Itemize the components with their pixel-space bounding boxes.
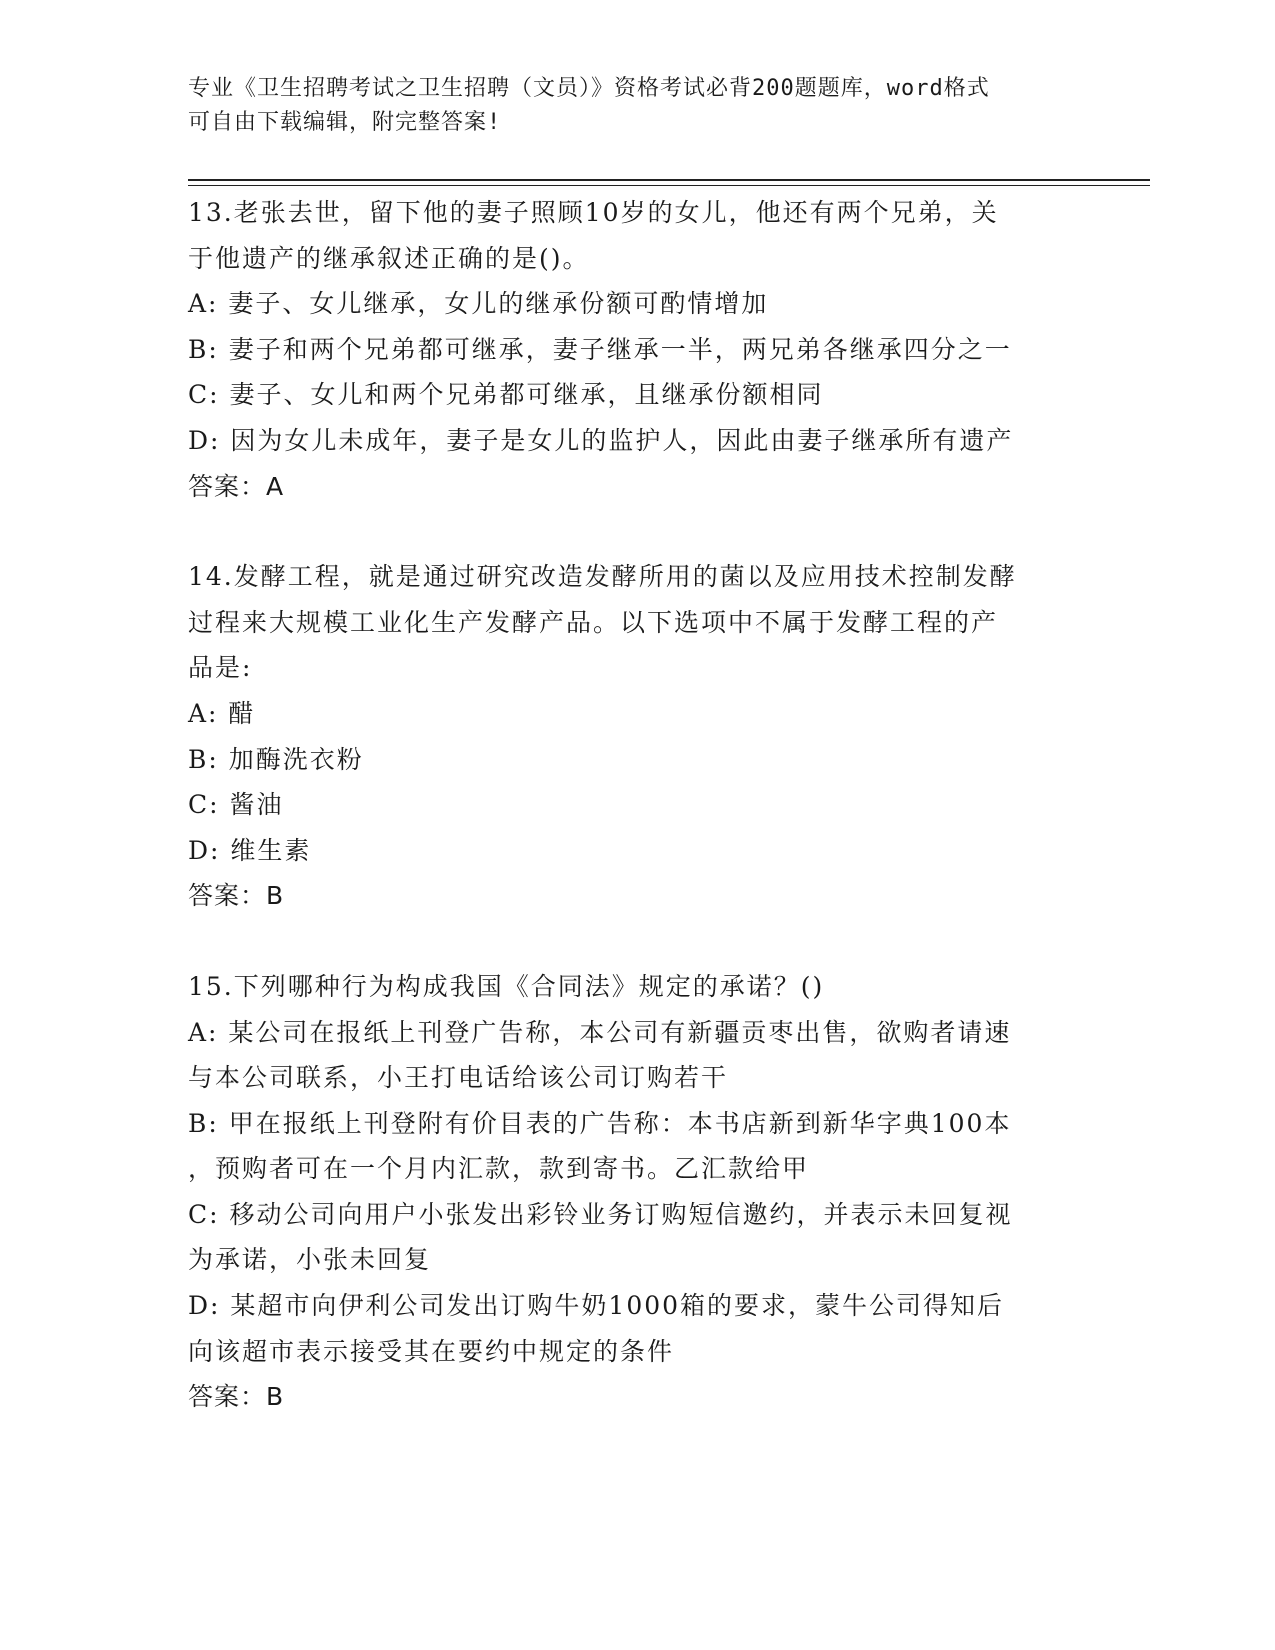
option-c-continued: 为承诺，小张未回复 bbox=[188, 1245, 432, 1275]
option-a-continued: 与本公司联系，小王打电话给该公司订购若干 bbox=[188, 1063, 729, 1093]
option-b: B: 加酶洗衣粉 bbox=[188, 744, 364, 774]
question-list bbox=[188, 190, 1068, 1420]
option-a: A: 妻子、女儿继承，女儿的继承份额可酌情增加 bbox=[188, 289, 769, 319]
option-b: B: 妻子和两个兄弟都可继承，妻子继承一半，两兄弟各继承四分之一 bbox=[188, 334, 1012, 364]
answer-line: 答案：A bbox=[188, 471, 285, 501]
option-c: C: 酱油 bbox=[188, 790, 284, 820]
header-line-2: 可自由下载编辑，附完整答案! bbox=[188, 110, 502, 135]
option-d: D: 某超市向伊利公司发出订购牛奶1000箱的要求，蒙牛公司得知后 bbox=[188, 1291, 1005, 1321]
header-divider-thick bbox=[188, 179, 1150, 181]
question-stem-line: 品是: bbox=[188, 653, 253, 683]
option-d-continued: 向该超市表示接受其在要约中规定的条件 bbox=[188, 1336, 675, 1366]
option-c: C: 妻子、女儿和两个兄弟都可继承，且继承份额相同 bbox=[188, 380, 824, 410]
question-14 bbox=[188, 554, 1068, 919]
option-d: D: 维生素 bbox=[188, 835, 312, 865]
option-a: A: 醋 bbox=[188, 698, 256, 728]
question-stem-line: 于他遗产的继承叙述正确的是()。 bbox=[188, 243, 590, 273]
document-header bbox=[188, 72, 1068, 140]
question-stem-line: 14.发酵工程，就是通过研究改造发酵所用的菌以及应用技术控制发酵 bbox=[188, 562, 1017, 592]
option-a: A: 某公司在报纸上刊登广告称，本公司有新疆贡枣出售，欲购者请速 bbox=[188, 1017, 1012, 1047]
header-divider-thin bbox=[188, 185, 1150, 186]
option-b-continued: ，预购者可在一个月内汇款，款到寄书。乙汇款给甲 bbox=[188, 1154, 810, 1184]
option-c: C: 移动公司向用户小张发出彩铃业务订购短信邀约，并表示未回复视 bbox=[188, 1199, 1013, 1229]
question-15 bbox=[188, 964, 1068, 1420]
answer-line: 答案：B bbox=[188, 881, 285, 911]
question-stem-line: 15.下列哪种行为构成我国《合同法》规定的承诺？() bbox=[188, 971, 825, 1001]
question-stem-line: 13.老张去世，留下他的妻子照顾10岁的女儿，他还有两个兄弟，关 bbox=[188, 198, 999, 227]
header-line-1: 专业《卫生招聘考试之卫生招聘（文员）》资格考试必背200题题库，word格式 bbox=[188, 76, 990, 101]
question-stem-line: 过程来大规模工业化生产发酵产品。以下选项中不属于发酵工程的产 bbox=[188, 607, 999, 637]
option-d: D: 因为女儿未成年，妻子是女儿的监护人，因此由妻子继承所有遗产 bbox=[188, 425, 1014, 455]
answer-line: 答案：B bbox=[188, 1382, 285, 1412]
option-b: B: 甲在报纸上刊登附有价目表的广告称：本书店新到新华字典100本 bbox=[188, 1108, 1012, 1138]
question-13 bbox=[188, 190, 1068, 509]
